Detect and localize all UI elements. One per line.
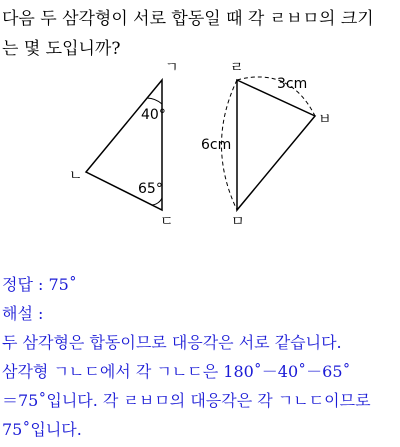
vertex-label-right: ㅂ <box>318 112 332 128</box>
angle-arc-bottom <box>151 198 162 205</box>
angle-arc-top <box>147 98 162 104</box>
right-triangle-shape <box>237 80 315 210</box>
answer-label: 정답 : 75˚ <box>2 275 77 294</box>
left-triangle <box>69 60 179 230</box>
explanation-line-3: ＝75˚입니다. 각 ㄹㅂㅁ의 대응각은 각 ㄱㄴㄷ이므로 <box>2 391 371 410</box>
side-label-left: 6cm <box>201 137 232 153</box>
explanation-line-2: 삼각형 ㄱㄴㄷ에서 각 ㄱㄴㄷ은 180˚－40˚－65˚ <box>2 362 351 381</box>
vertex-label-top-right: ㄹ <box>230 60 244 76</box>
answer-section <box>2 270 398 444</box>
explanation-line-4: 75˚입니다. <box>2 420 82 439</box>
question-line-1: 다음 두 삼각형이 서로 합동일 때 각 ㄹㅂㅁ의 크기 <box>2 9 374 29</box>
vertex-label-left: ㄴ <box>69 168 83 184</box>
explanation-label: 해설 : <box>2 304 44 323</box>
explanation-line-1: 두 삼각형은 합동이므로 대응각은 서로 같습니다. <box>2 333 342 352</box>
vertex-label-bottom-right: ㅁ <box>231 214 245 230</box>
vertex-label-bottom-left: ㄷ <box>160 214 174 230</box>
side-label-top: 3cm <box>277 76 308 92</box>
question-line-2: 는 몇 도입니까? <box>2 39 121 59</box>
right-triangle <box>201 60 332 230</box>
angle-label-top: 40° <box>141 107 166 123</box>
vertex-label-top-left: ㄱ <box>165 60 179 76</box>
angle-label-bottom: 65° <box>138 181 163 197</box>
